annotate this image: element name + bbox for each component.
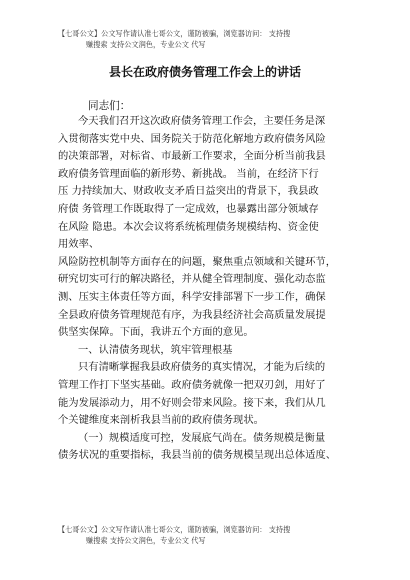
body-line: 风险防控机制等方面存在的问题，聚焦重点领域和关键环节，: [58, 255, 337, 268]
body-line: 债务状况的重要指标，我县当前的债务规模呈现出总体适度、: [58, 449, 337, 462]
header-banner: [58, 28, 378, 50]
body-line: 能为发展添动力，用不好则会带来风险。接下来，我们从几: [58, 396, 326, 409]
section-heading: 一、认清债务现状，筑牢管理根基: [78, 343, 233, 356]
header-banner-line-1: 【七哥公文】公文写作请认准七哥公文，谨防被骗，浏览器访问： 支持搜: [58, 29, 291, 38]
body-line: 个关键维度来剖析我县当前的政府债务现状。: [58, 414, 264, 427]
salutation: 同志们：: [88, 100, 131, 112]
body-line: 供坚实保障。下面，我讲五个方面的意见。: [58, 326, 254, 339]
body-line: 在风险 隐患。本次会议将系统梳理债务规模结构、资金使: [58, 220, 319, 233]
body-line: 的决策部署，对标省、市最新工作要求，全面分析当前我县: [58, 150, 326, 163]
body-line: 用效率、: [58, 238, 100, 251]
document-body: [58, 113, 363, 465]
body-line: 政府债务管理面临的新形势、新挑战。 当前，在经济下行: [58, 167, 319, 180]
body-line: （一）规模适度可控，发展底气尚在。债务规模是衡量: [78, 431, 326, 444]
body-line: 研究切实可行的解决路径，并从健全管理制度、强化动态监: [58, 273, 326, 286]
body-line: 压 力持续加大、财政收支矛盾日益突出的背景下，我县政: [58, 185, 319, 198]
body-line: 管理工作打下坚实基础。政府债务就像一把双刃剑，用好了: [58, 378, 326, 391]
body-line: 入贯彻落实党中央、国务院关于防范化解地方政府债务风险: [58, 132, 326, 145]
body-line: 府债 务管理工作既取得了一定成效，也暴露出部分领域存: [58, 202, 319, 215]
body-line: 只有清晰掌握我县政府债务的真实情况，才能为后续的: [78, 361, 326, 374]
footer-banner-line-2: 赚搜索 支持公文润色，专业公文 代写: [86, 536, 206, 545]
body-line: 全县政府债务管理规范有序，为我县经济社会高质量发展提: [58, 308, 326, 321]
header-banner-line-2: 赚搜索 支持公文润色，专业公文 代写: [86, 40, 206, 49]
footer-banner-line-1: 【七哥公文】公文写作请认准七哥公文，谨防被骗，浏览器访问： 支持搜: [58, 525, 291, 534]
body-line: 测、压实主体责任等方面，科学安排部署下一步工作，确保: [58, 290, 326, 303]
footer-banner: [58, 524, 378, 546]
document-title: 县长在政府债务管理工作会上的讲话: [108, 65, 301, 79]
body-line: 今天我们召开这次政府债务管理工作会，主要任务是深: [78, 115, 326, 127]
